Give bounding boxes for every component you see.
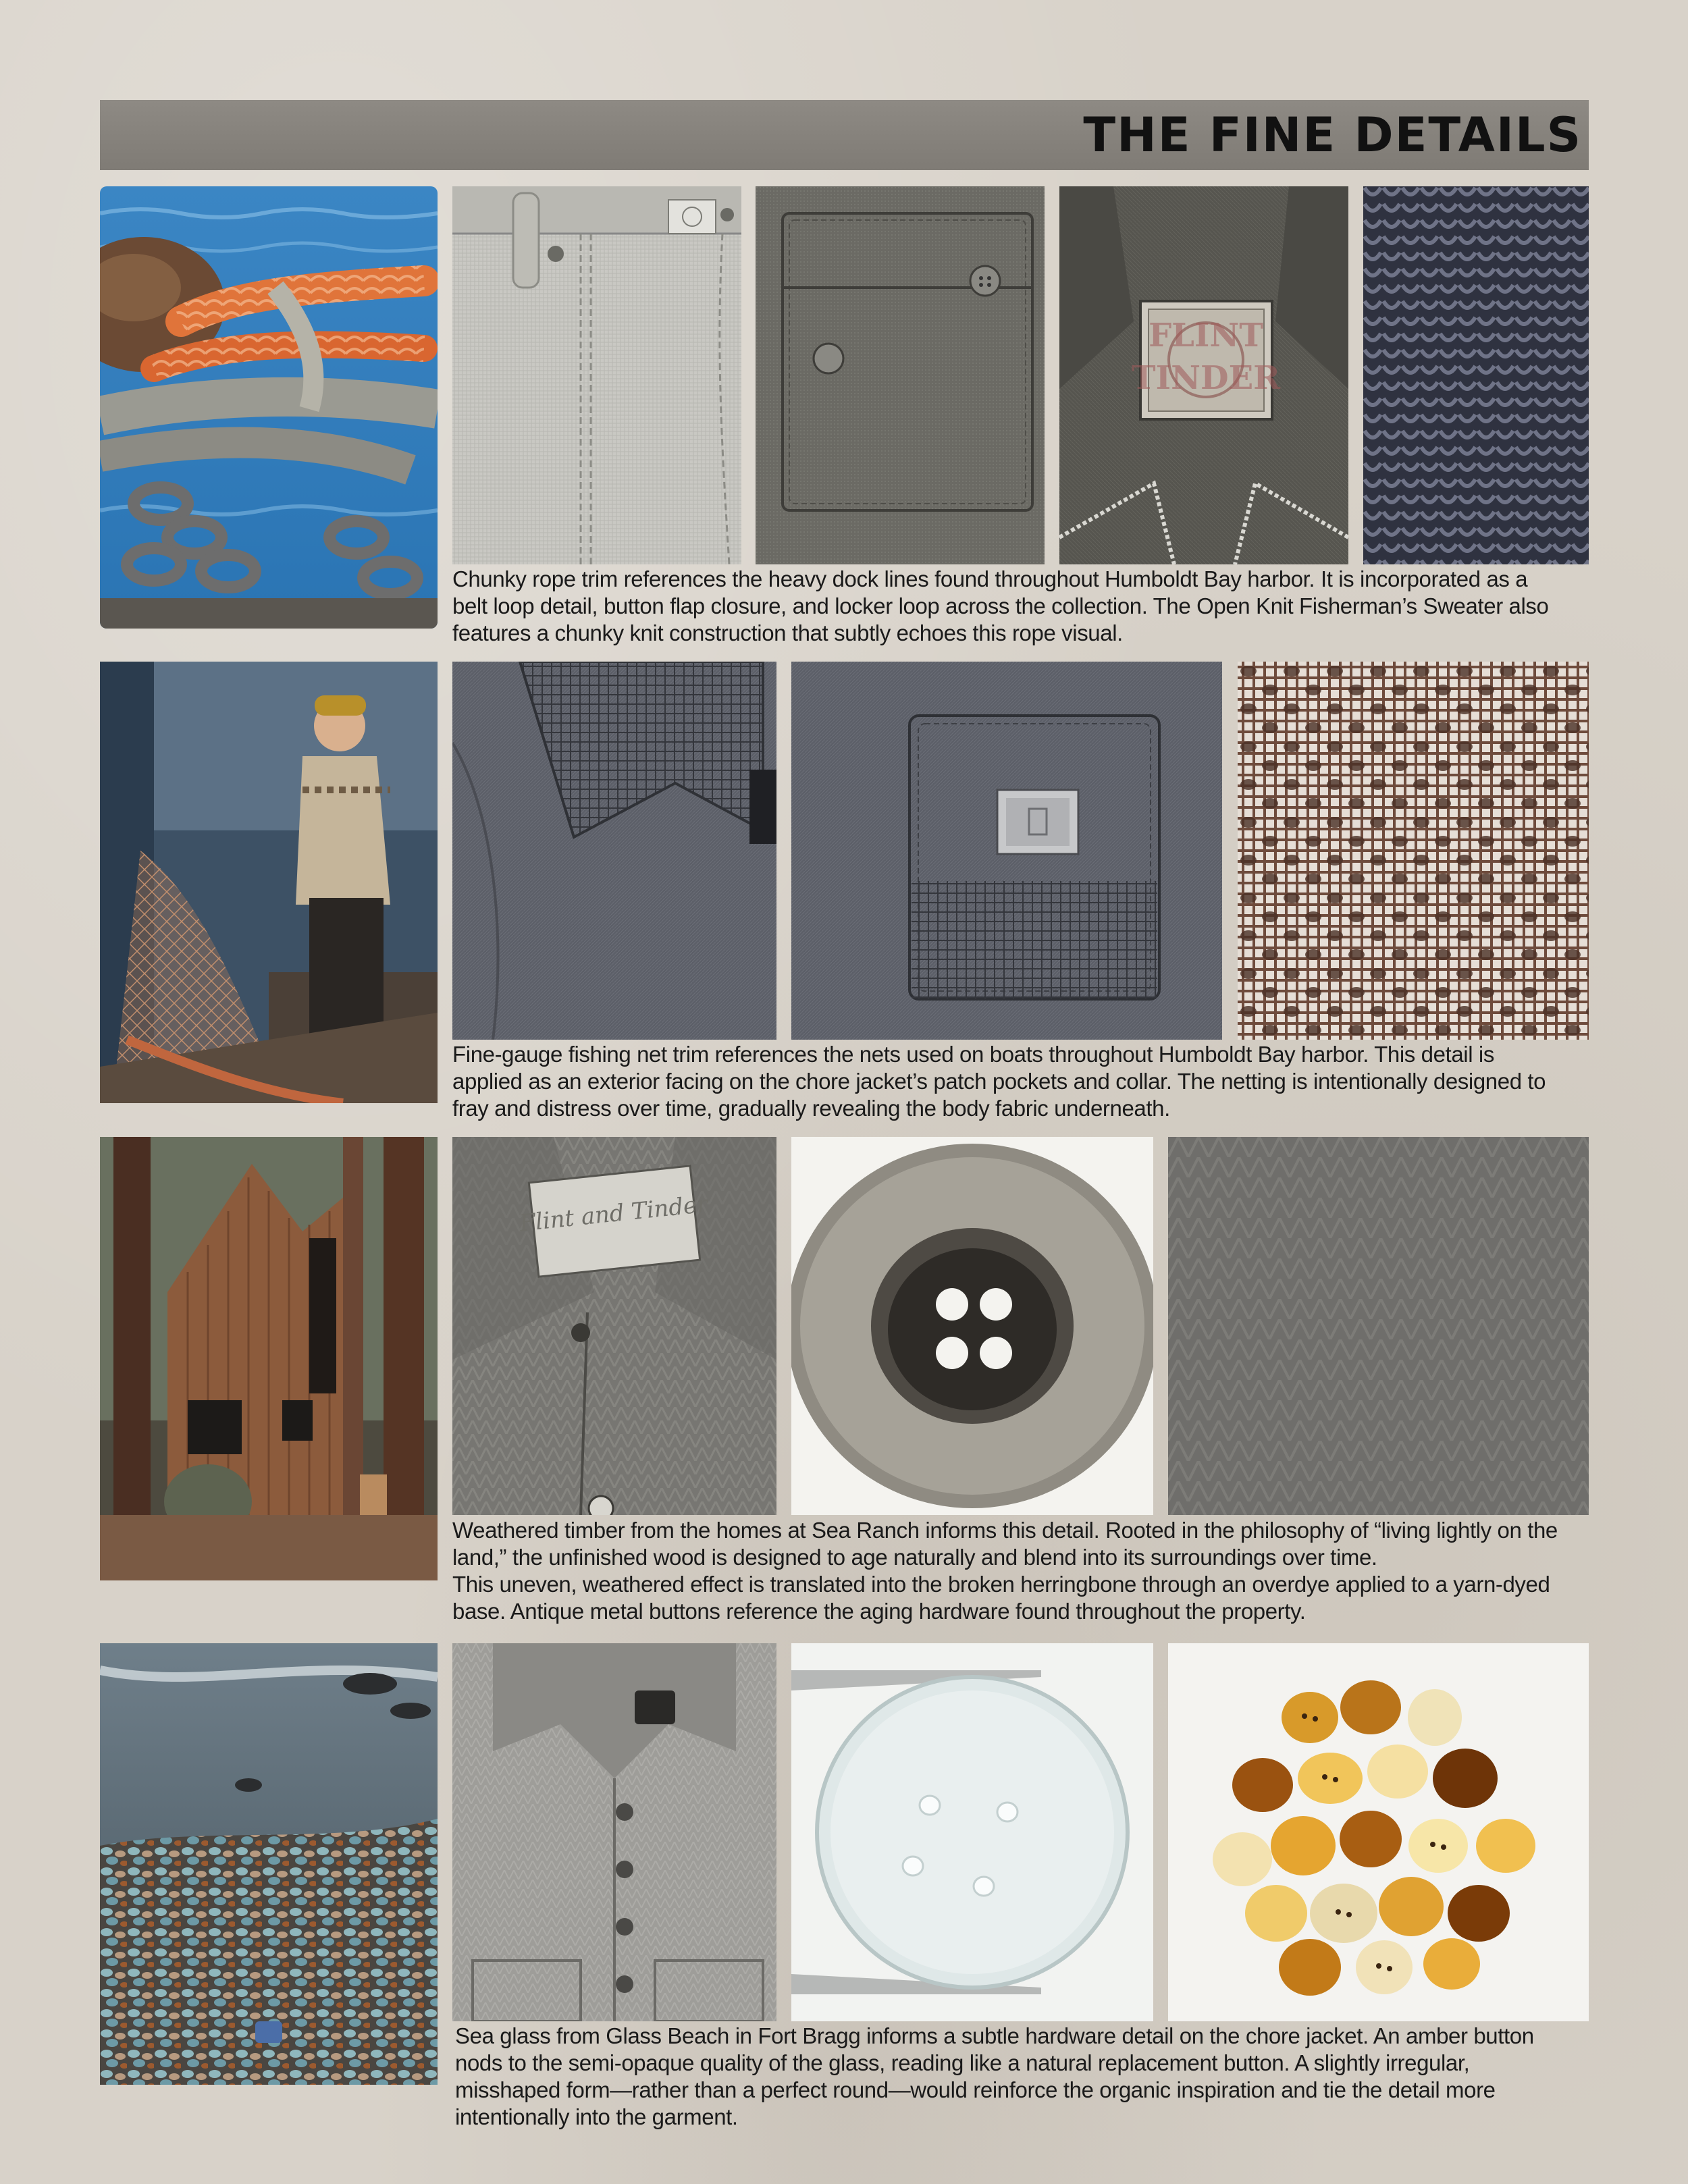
net-pocket-photo [791,662,1222,1040]
knit-texture-photo [1363,186,1589,564]
jacket-collar-photo [452,662,776,1040]
header-bar [100,100,1589,170]
caption-timber: Weathered timber from the homes at Sea Ranch informs this detail. Rooted in the philosophy of “living lightly on the land,” the unfinished wood is designed to age naturally and blend into its surroundings over time. This uneven, weathered effect is translated into the broken herringbone through an overdye applied to a yarn-dyed base. Antique metal buttons reference the aging hardware found throughout the property. [452,1518,1558,1624]
net-texture-photo [1238,662,1589,1040]
label-logo: Flint and Tinder [518,1190,710,1237]
patch-logo-line1: FLINT [1149,317,1263,354]
pants-belt-loop-photo [452,186,741,564]
page-title: THE FINE DETAILS [1083,107,1582,163]
broken-herringbone-texture [1168,1137,1589,1515]
caption-net: Fine-gauge fishing net trim references the nets used on boats throughout Humboldt Bay harbor. This detail is applied as an exterior facing on the chore jacket’s patch pockets and collar. The netting is intentionally designed to fray and distress over time, gradually revealing the body fabric underneath. [452,1042,1546,1121]
sea-ranch-cabin-photo [100,1137,438,1580]
glass-beach-photo [100,1643,438,2085]
caption-sea-glass: Sea glass from Glass Beach in Fort Bragg informs a subtle hardware detail on the chore jacket. An amber button nods to the semi-opaque quality of the glass, reading like a natural replacement button. A slightly irregular, misshaped form—rather than a perfect round—would reinforce the organic inspiration and tie the detail more intentionally into the garment. [455,2023,1534,2129]
fisherman-net-photo [100,662,438,1103]
pocket-flap-photo [756,186,1045,564]
patch-logo-line2: TINDER [1131,359,1281,397]
antique-button-photo [791,1137,1153,1515]
herringbone-jacket-photo [452,1137,776,1515]
amber-buttons-photo [1168,1643,1589,2021]
chore-jacket-photo [452,1643,776,2021]
caption-rope: Chunky rope trim references the heavy dock lines found throughout Humboldt Bay harbor. It is incorporated as a belt loop detail, button flap closure, and locker loop across the collection. The Open Knit Fisherman’s Sweater also features a chunky knit construction that subtly echoes this rope visual. [452,566,1549,645]
dock-rope-photo [100,186,438,629]
collar-logo-photo [1059,186,1348,564]
sea-glass-button-photo [791,1643,1153,2021]
